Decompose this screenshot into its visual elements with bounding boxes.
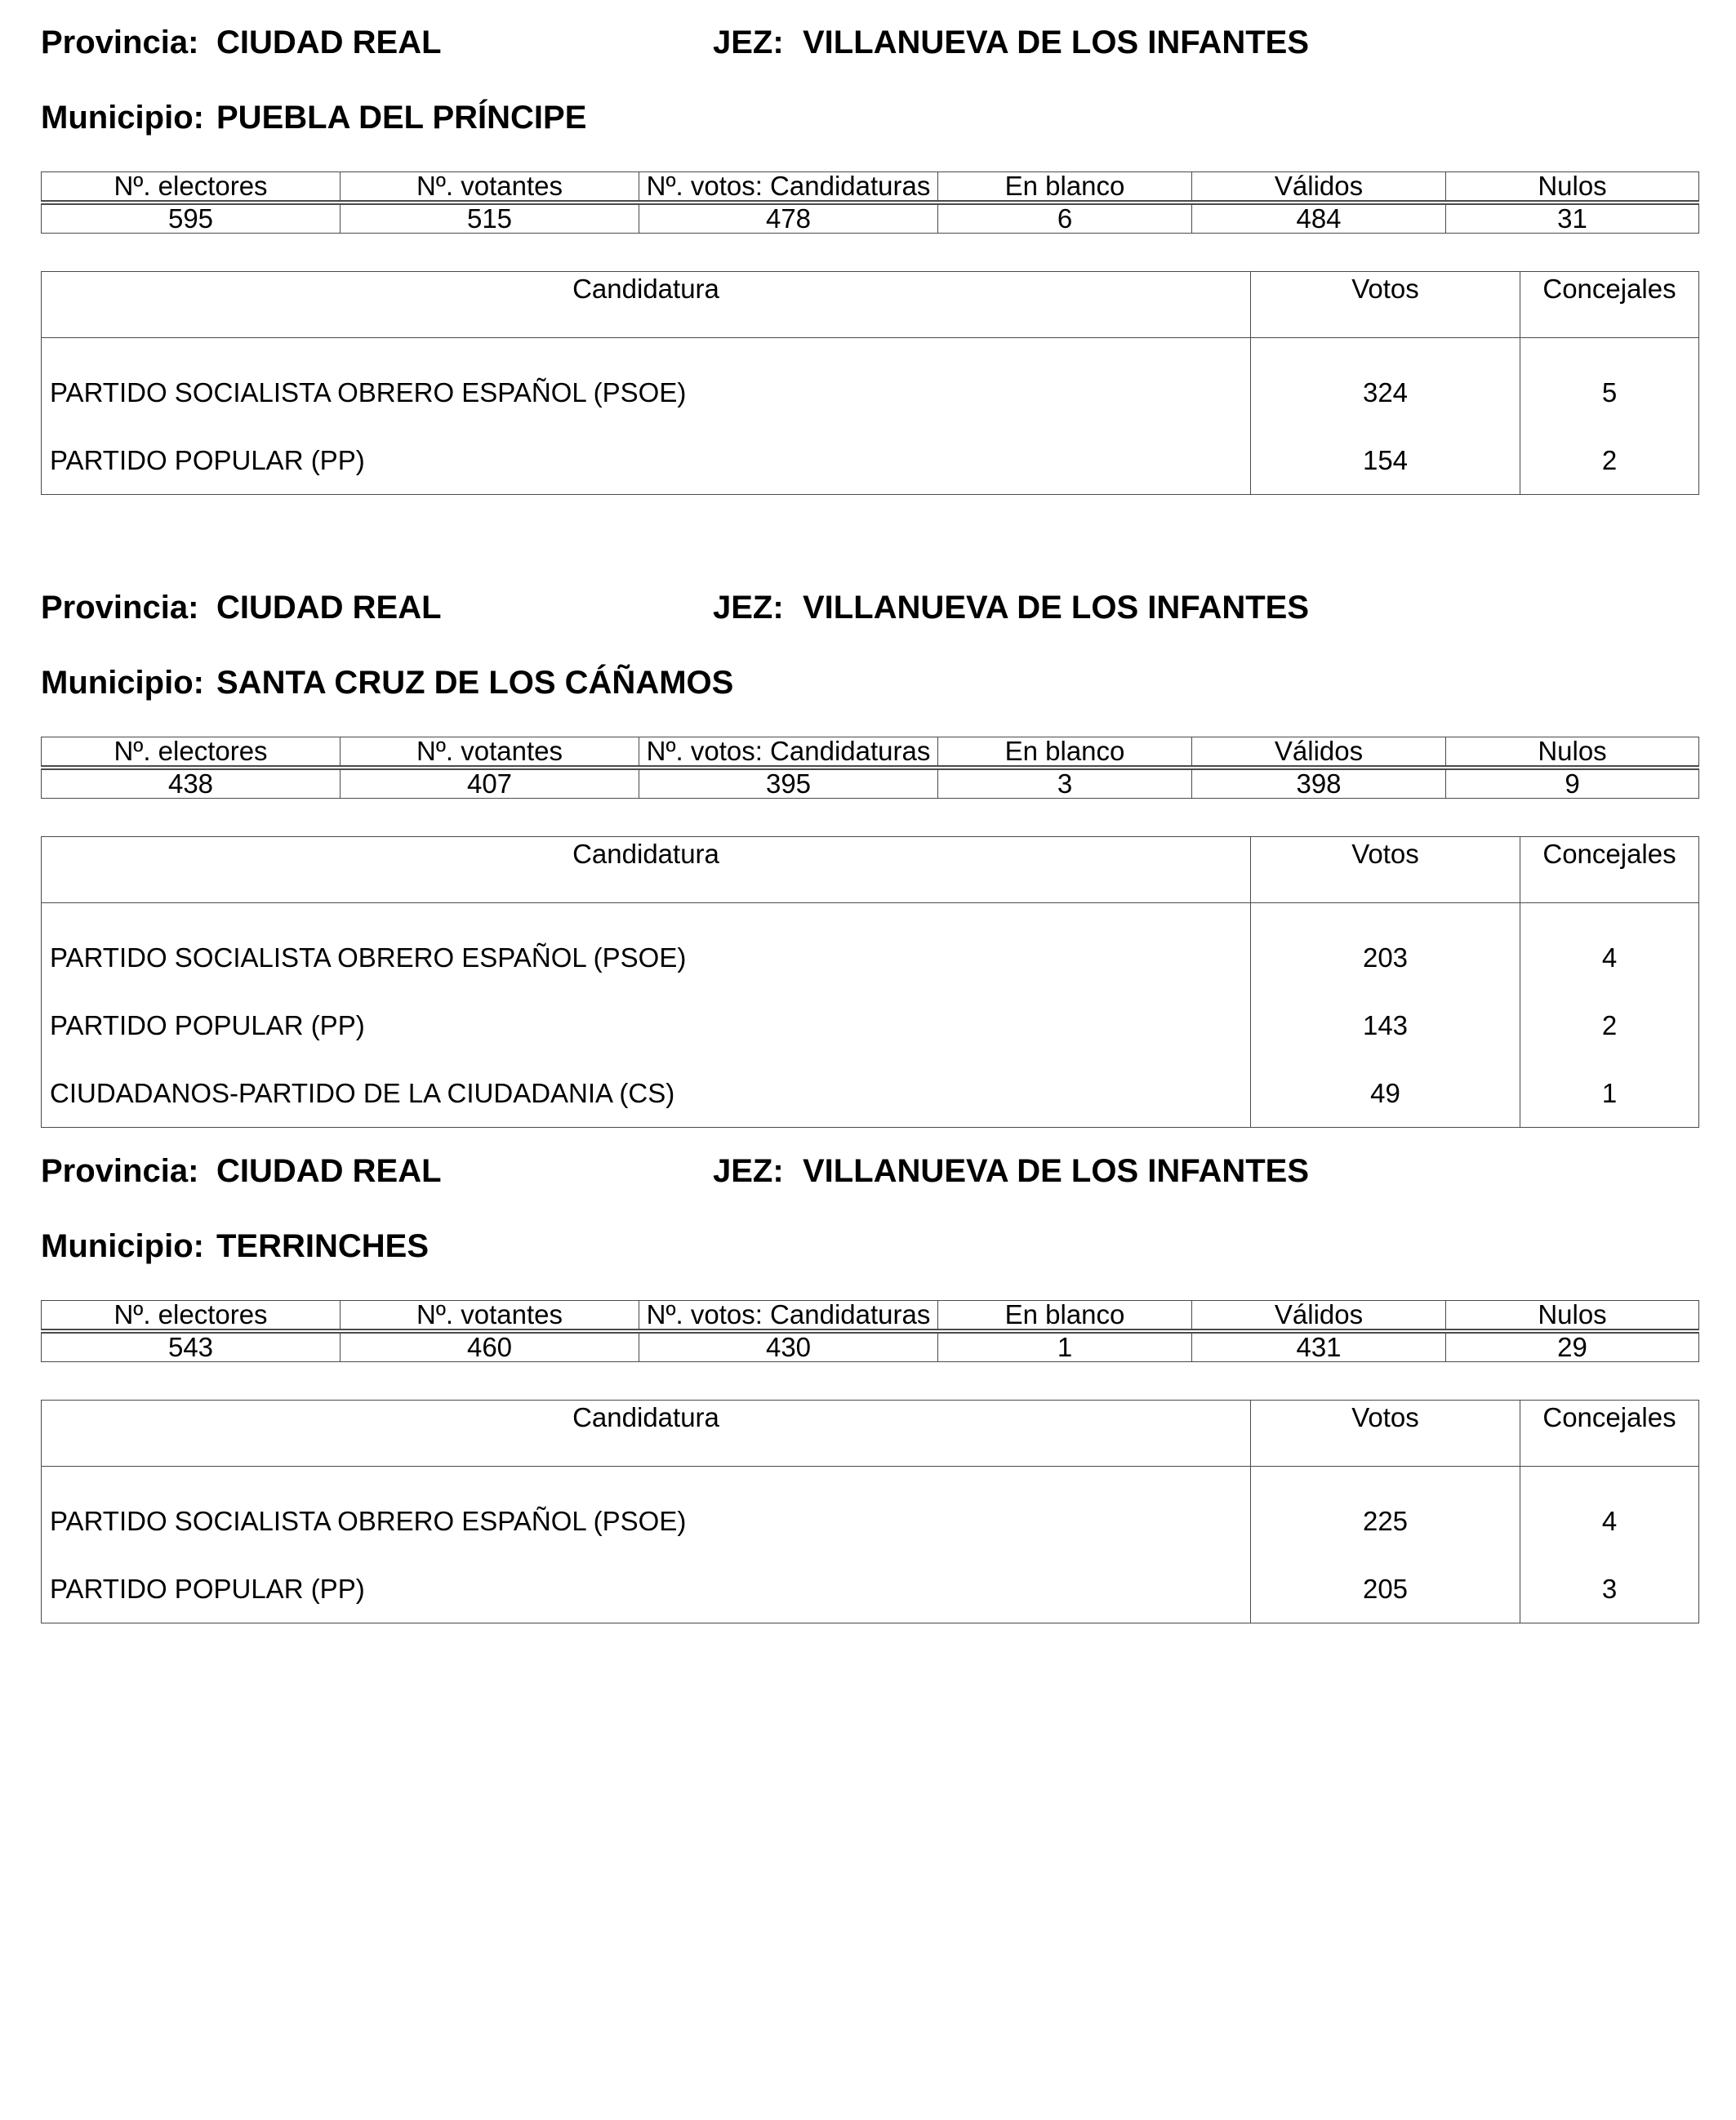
summary-value-cell: 478 — [639, 203, 938, 234]
summary-table — [41, 171, 1699, 234]
candidatura-name: PARTIDO POPULAR (PP) — [42, 426, 1251, 495]
summary-value-cell: 3 — [938, 768, 1192, 799]
summary-values-row — [42, 1331, 1699, 1362]
candidatura-name: CIUDADANOS-PARTIDO DE LA CIUDADANIA (CS) — [42, 1059, 1251, 1128]
province-header — [41, 590, 1698, 639]
provincia-value: CIUDAD REAL — [216, 590, 442, 626]
summary-header-cell: Nº. electores — [42, 172, 341, 203]
summary-value-cell: 9 — [1446, 768, 1699, 799]
summary-header-row — [42, 737, 1699, 768]
candidatura-header: Candidatura — [42, 837, 1251, 903]
summary-value-cell: 431 — [1192, 1331, 1446, 1362]
provincia-label: Provincia: — [41, 590, 199, 626]
summary-value-cell: 438 — [42, 768, 341, 799]
concejales-value: 2 — [1520, 991, 1699, 1059]
summary-value-cell: 1 — [938, 1331, 1192, 1362]
summary-header-cell: Nº. votos: Candidaturas — [639, 172, 938, 203]
municipio-value: SANTA CRUZ DE LOS CÁÑAMOS — [216, 665, 734, 701]
votos-header: Votos — [1251, 837, 1520, 903]
municipio-label: Municipio: — [41, 100, 204, 136]
summary-header-cell: En blanco — [938, 737, 1192, 768]
summary-value-cell: 595 — [42, 203, 341, 234]
candidatura-header: Candidatura — [42, 1401, 1251, 1467]
summary-header-cell: En blanco — [938, 172, 1192, 203]
votos-value: 205 — [1251, 1555, 1520, 1623]
summary-header-cell: Válidos — [1192, 1301, 1446, 1332]
concejales-value: 2 — [1520, 426, 1699, 495]
municipio-label: Municipio: — [41, 1228, 204, 1264]
summary-header-row — [42, 1301, 1699, 1332]
table-row — [42, 1467, 1699, 1556]
summary-value-cell: 395 — [639, 768, 938, 799]
concejales-value: 3 — [1520, 1555, 1699, 1623]
candidaturas-table — [41, 1400, 1699, 1623]
candidatura-name: PARTIDO SOCIALISTA OBRERO ESPAÑOL (PSOE) — [42, 338, 1251, 427]
municipio-value: PUEBLA DEL PRÍNCIPE — [216, 100, 587, 136]
concejales-header: Concejales — [1520, 837, 1699, 903]
concejales-value: 4 — [1520, 1467, 1699, 1556]
provincia-label: Provincia: — [41, 1153, 199, 1189]
summary-value-cell: 460 — [341, 1331, 639, 1362]
municipio-value: TERRINCHES — [216, 1228, 430, 1264]
votos-value: 324 — [1251, 338, 1520, 427]
summary-header-cell: Nº. votantes — [341, 172, 639, 203]
votos-value: 154 — [1251, 426, 1520, 495]
concejales-value: 5 — [1520, 338, 1699, 427]
table-row — [42, 1059, 1699, 1128]
candidatura-name: PARTIDO POPULAR (PP) — [42, 991, 1251, 1059]
jez-label: JEZ: — [713, 590, 784, 626]
summary-header-row — [42, 172, 1699, 203]
summary-value-cell: 515 — [341, 203, 639, 234]
votos-value: 203 — [1251, 903, 1520, 992]
candidaturas-header-row — [42, 1401, 1699, 1467]
summary-header-cell: Válidos — [1192, 172, 1446, 203]
municipality-block — [41, 1153, 1698, 1623]
table-row — [42, 1555, 1699, 1623]
candidatura-name: PARTIDO SOCIALISTA OBRERO ESPAÑOL (PSOE) — [42, 1467, 1251, 1556]
summary-value-cell: 543 — [42, 1331, 341, 1362]
summary-table — [41, 1300, 1699, 1362]
jez-label: JEZ: — [713, 1153, 784, 1189]
province-header — [41, 1153, 1698, 1202]
votos-header: Votos — [1251, 1401, 1520, 1467]
candidatura-header: Candidatura — [42, 272, 1251, 338]
municipio-header — [41, 1228, 1698, 1277]
concejales-header: Concejales — [1520, 272, 1699, 338]
municipio-label: Municipio: — [41, 665, 204, 701]
summary-values-row — [42, 203, 1699, 234]
table-row — [42, 338, 1699, 427]
summary-value-cell: 29 — [1446, 1331, 1699, 1362]
summary-value-cell: 430 — [639, 1331, 938, 1362]
provincia-value: CIUDAD REAL — [216, 1153, 442, 1189]
votos-value: 143 — [1251, 991, 1520, 1059]
candidaturas-table — [41, 836, 1699, 1128]
summary-header-cell: En blanco — [938, 1301, 1192, 1332]
summary-values-row — [42, 768, 1699, 799]
provincia-label: Provincia: — [41, 24, 199, 60]
summary-value-cell: 484 — [1192, 203, 1446, 234]
province-header — [41, 24, 1698, 73]
summary-header-cell: Nº. electores — [42, 1301, 341, 1332]
jez-value: VILLANUEVA DE LOS INFANTES — [803, 590, 1310, 626]
summary-header-cell: Nº. votos: Candidaturas — [639, 1301, 938, 1332]
summary-table — [41, 737, 1699, 799]
concejales-value: 1 — [1520, 1059, 1699, 1128]
candidaturas-header-row — [42, 272, 1699, 338]
table-row — [42, 903, 1699, 992]
summary-header-cell: Nulos — [1446, 1301, 1699, 1332]
jez-label: JEZ: — [713, 24, 784, 60]
summary-header-cell: Nº. electores — [42, 737, 341, 768]
municipio-header — [41, 100, 1698, 149]
summary-value-cell: 407 — [341, 768, 639, 799]
jez-value: VILLANUEVA DE LOS INFANTES — [803, 24, 1310, 60]
municipio-header — [41, 665, 1698, 714]
provincia-value: CIUDAD REAL — [216, 24, 442, 60]
votos-header: Votos — [1251, 272, 1520, 338]
summary-header-cell: Válidos — [1192, 737, 1446, 768]
candidaturas-header-row — [42, 837, 1699, 903]
votos-value: 225 — [1251, 1467, 1520, 1556]
candidatura-name: PARTIDO SOCIALISTA OBRERO ESPAÑOL (PSOE) — [42, 903, 1251, 992]
candidatura-name: PARTIDO POPULAR (PP) — [42, 1555, 1251, 1623]
summary-value-cell: 6 — [938, 203, 1192, 234]
summary-header-cell: Nº. votantes — [341, 737, 639, 768]
concejales-value: 4 — [1520, 903, 1699, 992]
votos-value: 49 — [1251, 1059, 1520, 1128]
summary-value-cell: 31 — [1446, 203, 1699, 234]
candidaturas-table — [41, 271, 1699, 495]
table-row — [42, 991, 1699, 1059]
summary-header-cell: Nulos — [1446, 737, 1699, 768]
jez-value: VILLANUEVA DE LOS INFANTES — [803, 1153, 1310, 1189]
municipality-block — [41, 24, 1698, 495]
municipality-block — [41, 590, 1698, 1128]
summary-value-cell: 398 — [1192, 768, 1446, 799]
summary-header-cell: Nº. votos: Candidaturas — [639, 737, 938, 768]
concejales-header: Concejales — [1520, 1401, 1699, 1467]
table-row — [42, 426, 1699, 495]
summary-header-cell: Nº. votantes — [341, 1301, 639, 1332]
summary-header-cell: Nulos — [1446, 172, 1699, 203]
